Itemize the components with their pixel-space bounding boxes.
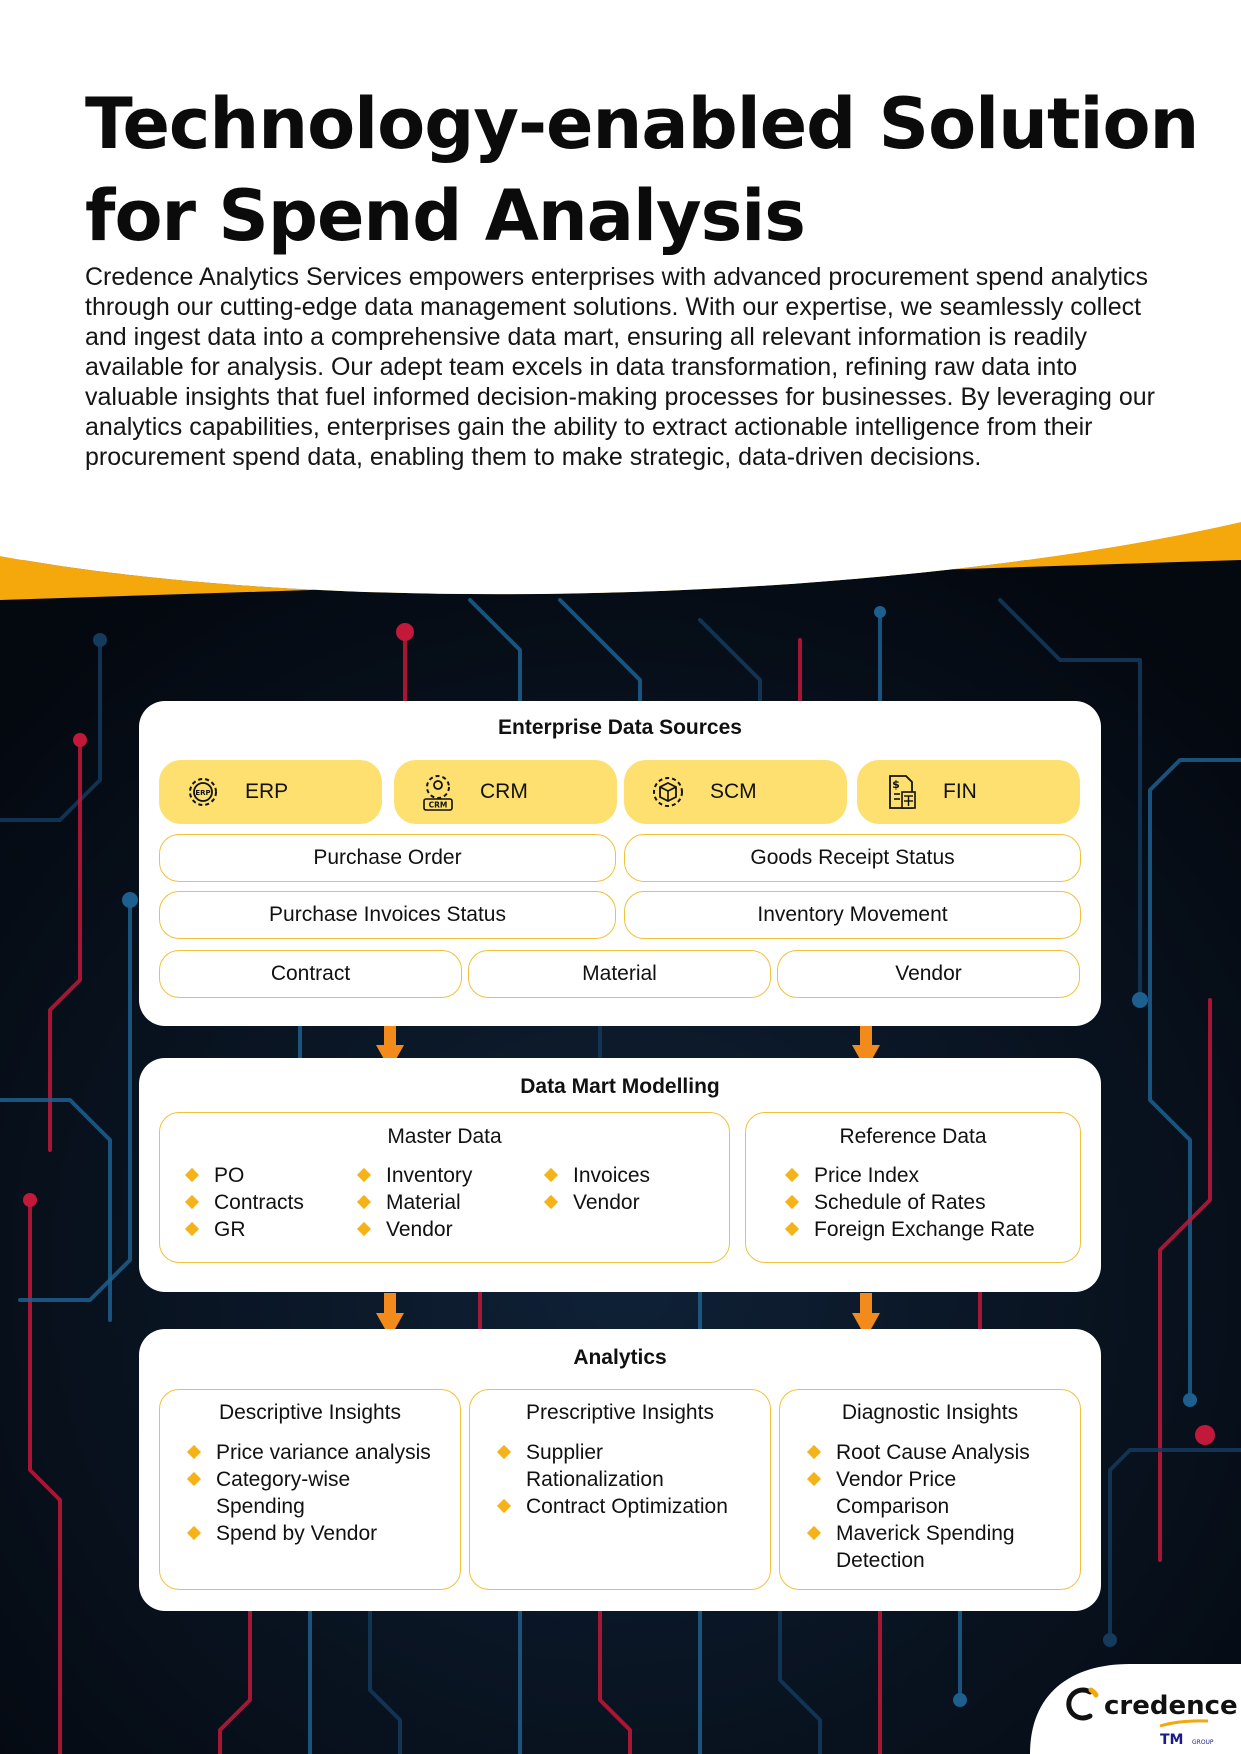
field-purchase-invoices-status: Purchase Invoices Status — [159, 891, 616, 939]
analytics-panel — [139, 1329, 1101, 1611]
source-label: FIN — [943, 780, 977, 803]
list-item: Inventory — [356, 1162, 472, 1189]
panel-title-analytics: Analytics — [573, 1346, 667, 1369]
source-label: ERP — [245, 780, 289, 803]
finance-document-icon — [881, 772, 921, 812]
list-item: Foreign Exchange Rate — [784, 1216, 1035, 1243]
list-item: Vendor Price Comparison — [806, 1466, 986, 1520]
source-scm — [624, 760, 847, 824]
source-erp — [159, 760, 382, 824]
prescriptive-insights-title: Prescriptive Insights — [526, 1401, 714, 1424]
list-item: Vendor — [543, 1189, 650, 1216]
svg-text:credence: credence — [1104, 1691, 1238, 1721]
source-fin — [857, 760, 1080, 824]
list-item: Price Index — [784, 1162, 1035, 1189]
descriptive-insights-box — [159, 1389, 461, 1590]
source-label: CRM — [480, 780, 528, 803]
reference-data-box — [745, 1112, 1081, 1263]
scm-box-icon — [648, 772, 688, 812]
diagnostic-insights-box — [779, 1389, 1081, 1590]
list-item: Material — [356, 1189, 472, 1216]
prescriptive-insights-box — [469, 1389, 771, 1590]
field-material: Material — [468, 950, 771, 998]
list-item: Root Cause Analysis — [806, 1439, 1068, 1466]
master-data-title: Master Data — [387, 1125, 502, 1148]
crm-gear-icon — [418, 772, 458, 812]
list-item: Spend by Vendor — [186, 1520, 448, 1547]
list-item: Contract Optimization — [496, 1493, 758, 1520]
prescriptive-insights-list — [496, 1439, 758, 1520]
svg-text:GROUP: GROUP — [1192, 1739, 1214, 1746]
descriptive-insights-list — [186, 1439, 448, 1547]
list-item: PO — [184, 1162, 304, 1189]
page-title: Technology-enabled Solution for Spend Analysis — [85, 83, 1199, 257]
erp-gear-icon — [183, 772, 223, 812]
reference-data-list — [784, 1162, 1035, 1243]
list-item: Price variance analysis — [186, 1439, 448, 1466]
reference-data-title: Reference Data — [839, 1125, 987, 1148]
svg-text:CRM: CRM — [428, 800, 448, 810]
svg-text:TM: TM — [1160, 1732, 1184, 1748]
panel-title-datamart: Data Mart Modelling — [520, 1075, 720, 1098]
svg-text:ERP: ERP — [195, 789, 211, 797]
master-data-list-1 — [184, 1162, 304, 1243]
list-item: Contracts — [184, 1189, 304, 1216]
field-purchase-order: Purchase Order — [159, 834, 616, 882]
list-item: Maverick Spending Detection — [806, 1520, 1036, 1574]
list-item: Schedule of Rates — [784, 1189, 1035, 1216]
source-label: SCM — [710, 780, 757, 803]
field-inventory-movement: Inventory Movement — [624, 891, 1081, 939]
data-mart-modelling-panel — [139, 1058, 1101, 1292]
diagnostic-insights-list — [806, 1439, 1068, 1574]
master-data-box — [159, 1112, 730, 1263]
descriptive-insights-title: Descriptive Insights — [218, 1401, 402, 1424]
source-crm — [394, 760, 617, 824]
master-data-list-2 — [356, 1162, 472, 1243]
list-item: Invoices — [543, 1162, 650, 1189]
svg-text:$: $ — [892, 778, 900, 791]
diagnostic-insights-title: Diagnostic Insights — [841, 1401, 1019, 1424]
field-vendor: Vendor — [777, 950, 1080, 998]
list-item: Vendor — [356, 1216, 472, 1243]
credence-logo — [1030, 1664, 1241, 1754]
panel-title-sources: Enterprise Data Sources — [498, 716, 742, 739]
enterprise-data-sources-panel — [139, 701, 1101, 1026]
list-item: Category-wise Spending — [186, 1466, 376, 1520]
master-data-list-3 — [543, 1162, 650, 1216]
field-contract: Contract — [159, 950, 462, 998]
list-item: Supplier Rationalization — [496, 1439, 686, 1493]
intro-paragraph: Credence Analytics Services empowers enterprises with advanced procurement spend analytics through our cutting-edge data management solutions. With our expertise, we seamlessly collect and ingest data into a comprehensive data mart, ensuring all relevant information is readily available for analysis. Our adept team excels in data transformation, refining raw data into valuable insights that fuel informed decision-making processes for businesses. By leveraging our analytics capabilities, enterprises gain the ability to extract actionable intelligence from their procurement spend data, enabling them to make strategic, data-driven decisions. — [85, 263, 1156, 471]
list-item: GR — [184, 1216, 304, 1243]
field-goods-receipt-status: Goods Receipt Status — [624, 834, 1081, 882]
